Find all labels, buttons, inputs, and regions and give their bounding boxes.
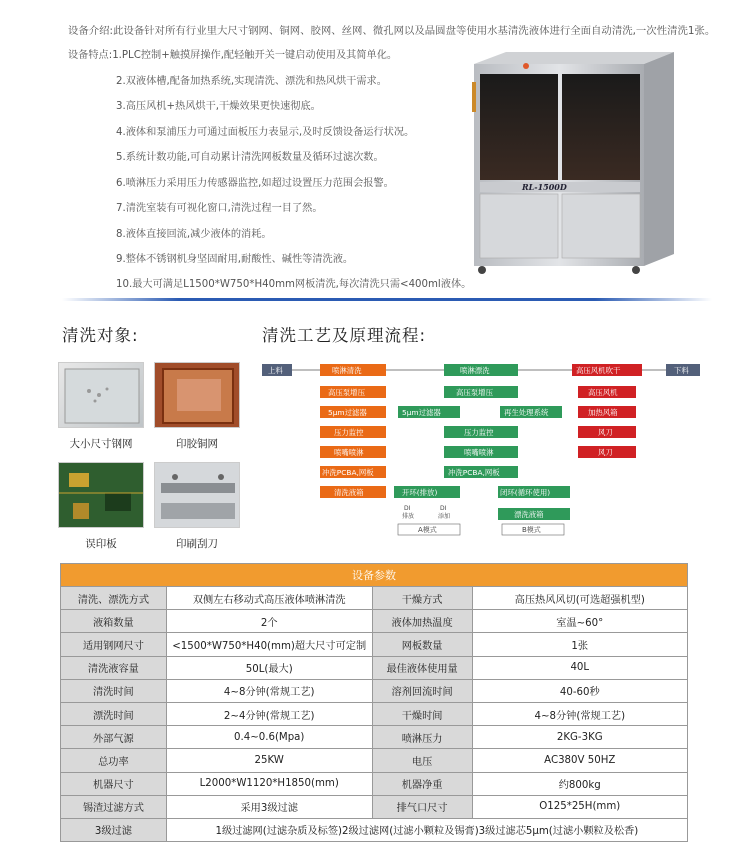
table-row xyxy=(61,587,688,610)
intro-label: 设备介绍: xyxy=(68,25,114,37)
pcb-image xyxy=(58,462,144,528)
flow-mode-label: A模式 xyxy=(418,526,437,534)
flow-node-label: 再生处理系统 xyxy=(504,408,549,417)
table-cell: L2000*W1120*H1850(mm) xyxy=(166,772,372,795)
table-cell: 约800kg xyxy=(472,772,687,795)
feature-item: 7.清洗室装有可视化窗口,清洗过程一目了然。 xyxy=(116,203,323,214)
table-cell: 喷淋压力 xyxy=(372,726,472,749)
flow-node-label: 高压风机 xyxy=(588,388,618,397)
table-row xyxy=(61,702,688,725)
flow-sub-label: DI xyxy=(440,505,447,512)
table-cell: 采用3级过滤 xyxy=(166,795,372,818)
table-cell: <1500*W750*H40(mm)超大尺寸可定制 xyxy=(166,633,372,656)
dry-column xyxy=(572,364,642,458)
table-row xyxy=(61,795,688,818)
params-title: 设备参数 xyxy=(61,564,688,587)
table-cell: 清洗液容量 xyxy=(61,656,167,679)
table-row xyxy=(61,610,688,633)
flow-node-label: 高压风机吹干 xyxy=(576,366,621,375)
table-cell: 0.4~0.6(Mpa) xyxy=(166,726,372,749)
table-cell: 锡渣过滤方式 xyxy=(61,795,167,818)
table-cell: 电压 xyxy=(372,749,472,772)
process-title: 清洗工艺及原理流程: xyxy=(262,326,427,345)
table-row xyxy=(61,749,688,772)
table-cell: 室温~60° xyxy=(472,610,687,633)
table-row xyxy=(61,726,688,749)
table-cell: 最佳液体使用量 xyxy=(372,656,472,679)
feature-item: 9.整体不锈钢机身坚固耐用,耐酸性、碱性等清洗液。 xyxy=(116,254,354,265)
table-cell: 机器尺寸 xyxy=(61,772,167,795)
objects-title: 清洗对象: xyxy=(62,326,139,345)
machine-model-label: RL-1500D xyxy=(522,182,567,192)
table-cell: 干燥时间 xyxy=(372,702,472,725)
squeegee-image xyxy=(154,462,240,528)
table-row xyxy=(61,772,688,795)
flow-end-label: 下料 xyxy=(674,366,689,375)
table-cell: 50L(最大) xyxy=(166,656,372,679)
flow-node-label: 冲洗PCBA,网板 xyxy=(322,468,374,477)
flow-node-label: 高压泵增压 xyxy=(328,388,365,397)
flow-node-label: 喷嘴喷淋 xyxy=(334,448,364,457)
table-cell: 2~4分钟(常规工艺) xyxy=(166,702,372,725)
intro-text: 此设备针对所有行业里大尺寸钢网、铜网、胶网、丝网、微孔网以及晶圆盘等使用水基清洗液体进行全面自动清洗,一次性清洗1张。 xyxy=(113,25,716,37)
flow-sub-label: 排放 xyxy=(402,513,415,520)
table-cell: 排气口尺寸 xyxy=(372,795,472,818)
table-cell: 1张 xyxy=(472,633,687,656)
table-cell: 液体加热温度 xyxy=(372,610,472,633)
table-cell: 40L xyxy=(472,656,687,679)
flow-node-label: 5μm过滤器 xyxy=(402,408,441,417)
table-row xyxy=(61,633,688,656)
machine-image xyxy=(454,42,686,278)
flow-sub-label: DI xyxy=(404,505,411,512)
flow-node-label: 漂洗液箱 xyxy=(514,510,544,519)
flow-node-label: 压力监控 xyxy=(334,428,364,437)
table-cell: 40-60秒 xyxy=(472,679,687,702)
flow-node-label: 闭环(循环使用) xyxy=(500,488,551,497)
feature-item: 设备特点:1.PLC控制+触摸屏操作,配轻触开关一键启动使用及其简单化。 xyxy=(68,50,398,61)
object-caption: 印胶铜网 xyxy=(176,438,218,450)
table-cell: 外部气源 xyxy=(61,726,167,749)
object-caption: 大小尺寸钢网 xyxy=(69,438,133,450)
features-label: 设备特点: xyxy=(68,50,113,61)
table-cell: 清洗时间 xyxy=(61,679,167,702)
table-cell: 高压热风风切(可选超强机型) xyxy=(472,587,687,610)
flow-node-label: 压力监控 xyxy=(464,428,494,437)
table-cell: O125*25H(mm) xyxy=(472,795,687,818)
feature-item: 2.双液体槽,配备加热系统,实现清洗、漂洗和热风烘干需求。 xyxy=(116,76,387,87)
table-cell: 2KG-3KG xyxy=(472,726,687,749)
table-cell: 1级过滤网(过滤杂质及标签)2级过滤网(过滤小颗粒及锡膏)3级过滤芯5μm(过滤小颗粒及松香) xyxy=(166,818,687,841)
feature-item: 10.最大可满足L1500*W750*H40mm网板清洗,每次清洗只需<400ml液体。 xyxy=(116,279,472,290)
process-flow-diagram xyxy=(262,362,722,540)
device-intro xyxy=(68,24,750,38)
table-cell: 液箱数量 xyxy=(61,610,167,633)
flow-node-label: 清洗液箱 xyxy=(334,488,364,497)
table-cell: 漂洗时间 xyxy=(61,702,167,725)
table-cell: 网板数量 xyxy=(372,633,472,656)
flow-node-label: 高压泵增压 xyxy=(456,388,493,397)
wash-column xyxy=(320,364,386,498)
table-cell: 适用钢网尺寸 xyxy=(61,633,167,656)
object-caption: 印刷刮刀 xyxy=(176,538,218,550)
flow-node-label: 冲洗PCBA,网板 xyxy=(448,468,500,477)
flow-mode-label: B模式 xyxy=(522,526,541,534)
flow-node-label: 开环(排放) xyxy=(402,488,438,497)
feature-item: 6.喷淋压力采用压力传感器监控,如超过设置压力范围会报警。 xyxy=(116,178,394,189)
table-cell: 25KW xyxy=(166,749,372,772)
table-cell: 干燥方式 xyxy=(372,587,472,610)
stencil-image xyxy=(58,362,144,428)
table-row xyxy=(61,818,688,841)
flow-node-label: 5μm过滤器 xyxy=(328,408,367,417)
rinse-column xyxy=(394,364,570,535)
section-divider xyxy=(62,298,712,301)
table-cell: AC380V 50HZ xyxy=(472,749,687,772)
feature-item: 8.液体直接回流,减少液体的消耗。 xyxy=(116,229,272,240)
flow-sub-label: 添加 xyxy=(438,513,451,520)
table-cell: 总功率 xyxy=(61,749,167,772)
table-cell: 4~8分钟(常规工艺) xyxy=(472,702,687,725)
flow-node-label: 加热风箱 xyxy=(588,408,618,417)
feature-item: 5.系统计数功能,可自动累计清洗网板数量及循环过滤次数。 xyxy=(116,152,384,163)
table-cell: 2个 xyxy=(166,610,372,633)
flow-start-label: 上料 xyxy=(268,366,283,375)
table-cell: 机器净重 xyxy=(372,772,472,795)
params-table xyxy=(60,563,688,842)
table-cell: 双侧左右移动式高压液体喷淋清洗 xyxy=(166,587,372,610)
table-cell: 3级过滤 xyxy=(61,818,167,841)
table-cell: 溶剂回流时间 xyxy=(372,679,472,702)
flow-node-label: 喷淋漂洗 xyxy=(460,366,490,375)
table-cell: 清洗、漂洗方式 xyxy=(61,587,167,610)
copper-mesh-image xyxy=(154,362,240,428)
flow-node-label: 喷淋清洗 xyxy=(332,366,362,375)
flow-node-label: 风刀 xyxy=(598,428,613,437)
table-row xyxy=(61,656,688,679)
table-row xyxy=(61,679,688,702)
object-caption: 误印板 xyxy=(85,538,117,550)
flow-node-label: 风刀 xyxy=(598,448,613,457)
feature-item: 4.液体和泵浦压力可通过面板压力表显示,及时反馈设备运行状况。 xyxy=(116,127,415,138)
table-cell: 4~8分钟(常规工艺) xyxy=(166,679,372,702)
feature-item: 3.高压风机+热风烘干,干燥效果更快速彻底。 xyxy=(116,101,321,112)
flow-node-label: 喷嘴喷淋 xyxy=(464,448,494,457)
